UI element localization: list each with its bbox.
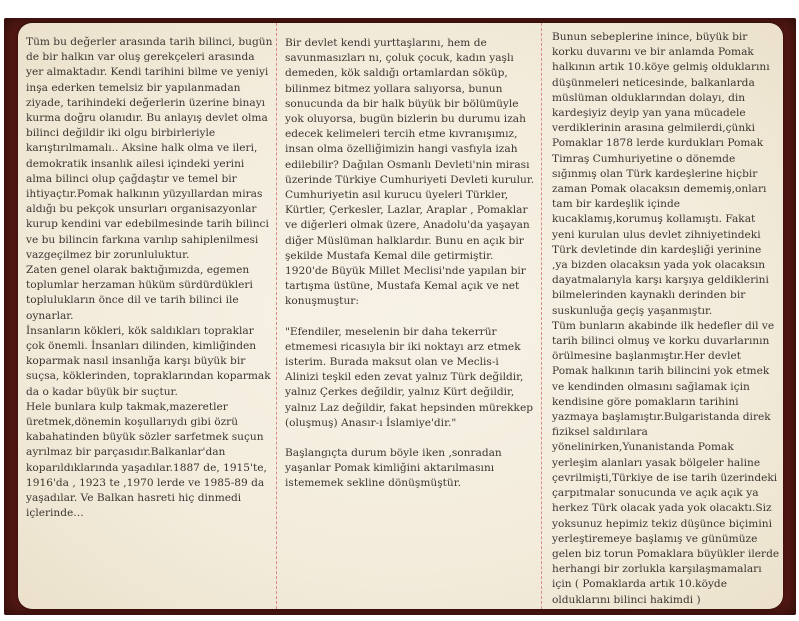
text-column-1: [26, 35, 273, 601]
text-column-3: [552, 30, 780, 606]
text-column-2: [285, 36, 535, 601]
paragraph: Tüm bunların akabinde ilk hedefler dil ve tarih bilinci olmuş ve korku duvarlarının örülmesine başlanmıştır.Her devlet Pomak halkının tarih bilincini yok etmek ve kendinden olmasını sağlamak için kendisine göre pomakların tarihini yazmaya başlamıştır.Bulgaristanda direk fiziksel saldırılara yönelinirken,Yunanistanda Pomak yerleşim alanları yasak bölgeler haline çevrilmişti,Türkiye de ise tarih üzerindeki çarpıtmalar sonucunda ve açık açık ya herkez Türk olacak yada yok olacaktı.Siz yoksunuz hepimiz tekiz düşünce biçimini yerleştiremeye başlamış ve günümüze gelen biz torun Pomaklara büyükler ilerde herhangi bir zorlukla karşılaşmamaları için ( Pomaklarda artık 10.köyde olduklarını bilinci hakimdi ): [552, 319, 780, 606]
column-divider-1: [276, 23, 277, 609]
paragraph: Tüm bu değerler arasında tarih bilinci, bugün de bir halkın var oluş gerekçeleri arasında yer almaktadır. Kendi tarihini bilme ve yeniyi inşa ederken temelsiz bir yapılanmadan ziyade, tarihindeki değerlerin üzerine binayı kurma doğru olanıdır. Bu anlayış devlet olma bilinci değildir iki olgu birbirleriyle karıştırılmamalı.. Aksine halk olma ve ileri, demokratik insanlık ailesi içindeki yerini alma bilinci olup çağdaştır ve temel bir ihtiyaçtır.Pomak halkının yüzyıllardan miras aldığı bu pekçok unsurları organisazyonlar kurup kendini var edebilmesinde tarih bilinci ve bu bilincin farkına varılıp sahiplenilmesi vazgeçilmez bir zorunluluktur.: [26, 36, 273, 261]
paragraph: Bir devlet kendi yurttaşlarını, hem de savunmasızları nı, çoluk çocuk, kadın yaşlı demeden, kök saldığı ortamlardan söküp, bilinmez bitmez yollara salıyorsa, bunun sonucunda da bir halk büyük bir bölümüyle yok oluyorsa, bugün bizlerin bu durumu izah edecek kelimeleri tercih etme kıvranışımız, insan olma özelliğimizin hangi vasfıyla izah edilebilir? Dağılan Osmanlı Devleti'nin mirası üzerinde Türkiye Cumhuriyeti Devleti kurulur. Cumhuriyetin asıl kurucu üyeleri Türkler, Kürtler, Çerkesler, Lazlar, Araplar , Pomaklar ve diğerleri olmak üzere, Anadolu'da yaşayan diğer Müslüman halklardır. Bunu en açık bir şekilde Mustafa Kemal dile getirmiştir. 1920'de Büyük Millet Meclisi'nde yapılan bir tartışma üstüne, Mustafa Kemal açık ve net konuşmuştur:: [285, 37, 535, 308]
document-page: [18, 23, 783, 609]
quote-paragraph: "Efendiler, meselenin bir daha tekerrür etmemesi ricasıyla bir iki noktayı arz etmek isterim. Burada maksut olan ve Meclis-i Alinizi teşkil eden zevat yalnız Türk değildir, yalnız Çerkes değildir, yalnız Kürt değildir, yalnız Laz değildir, fakat hepsinden mürekkep (oluşmuş) Anasır-ı İslamiye'dir.": [285, 325, 534, 429]
paragraph: Başlangıçta durum böyle iken ,sonradan yaşanlar Pomak kimliğini aktarılmasını istememek sekline dönüşmüştür.: [285, 447, 502, 490]
brown-frame: [4, 18, 796, 615]
column-divider-2: [541, 23, 542, 609]
paragraph: İnsanların kökleri, kök saldıkları topraklar çok önemli. İnsanları dilinden, kimliğinden koparmak nasıl insanlığa karşı büyük bir suçsa, köklerinden, topraklarından koparmak da o kadar büyük bir suçtur.: [26, 324, 271, 398]
paragraph: Zaten genel olarak baktığımızda, egemen toplumlar herzaman hüküm sürdürdükleri toplulukların önce dil ve tarih bilinci ile oynarlar.: [26, 264, 253, 322]
paragraph: Hele bunlara kulp takmak,mazeretler üretmek,dönemin koşullarıydı gibi özrü kabahatinden büyük sözler sarfetmek suçun ayrılmaz bir parçasıdır.Balkanlar'dan koparıldıklarında yaşadılar.1887 de, 1915'te, 1916'da , 1923 te ,1970 lerde ve 1985-89 da yaşadılar. Ve Balkan hasreti hiç dinmedi içlerinde…: [26, 400, 267, 520]
paragraph: Bunun sebeplerine inince, büyük bir korku duvarını ve bir anlamda Pomak halkının artık 10.köye gelmiş olduklarını düşünmeleri neticesinde, balkanlarda müslüman olduklarından dolayı, din kardeşiyiz deyip yan yana mücadele verdiklerinin arasına gelmilerdi,çünki Pomaklar 1878 lerde kurdukları Pomak Timraş Cumhuriyetine o dönemde sığınmış olan Türk kardeşlerine hiçbir zaman Pomak olacaksın dememiş,onları tam bir kardeşlik içinde kucaklamış,korumuş kollamıştı. Fakat yeni kurulan ulus devlet zihniyetindeki Türk devletinde din kardeşliği yerinine ,ya bizden olacaksın yada yok olacaksın dayatmalarıyla karşı karşıya geldiklerini bilmelerinden kaynaklı derinden bir suskunluğa geçiş yaşanmıştır.: [552, 31, 770, 317]
